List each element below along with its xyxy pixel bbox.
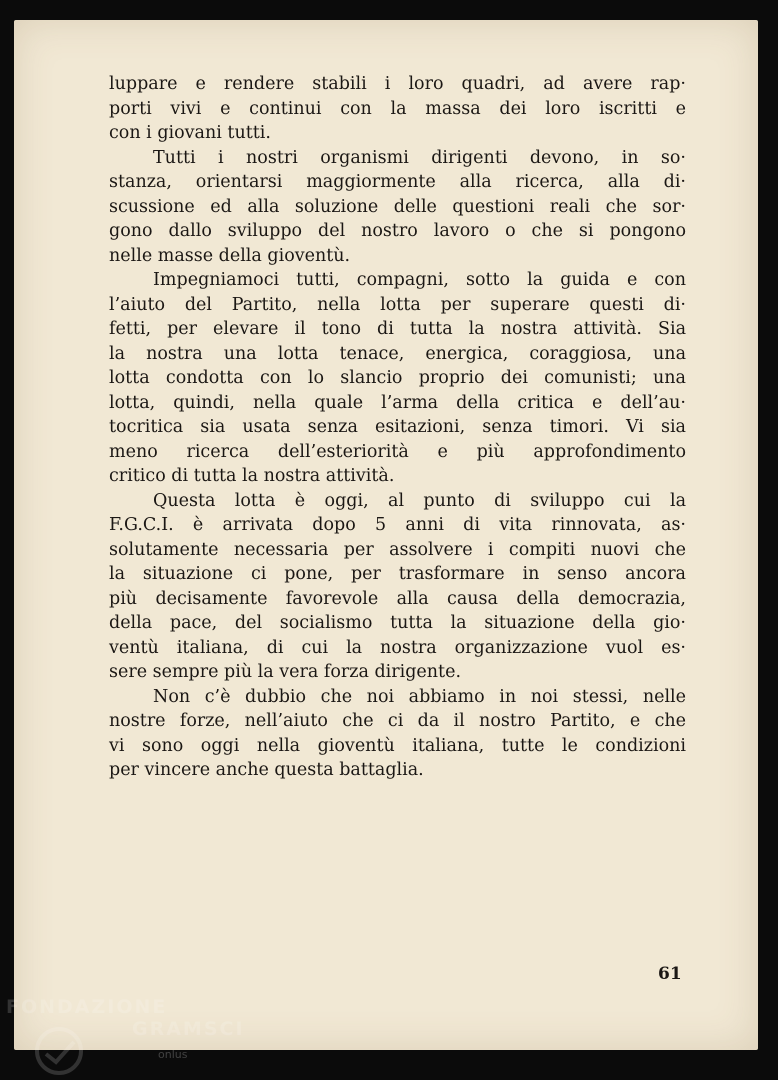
paragraph <box>109 72 686 146</box>
text-line: solutamente necessaria per assolvere i compiti nuovi che <box>109 539 686 560</box>
text-line: stanza, orientarsi maggiormente alla ricerca, alla di· <box>109 172 686 192</box>
text-line: ventù italiana, di cui la nostra organizzazione vuol es· <box>109 637 686 658</box>
text-line: per vincere anche questa battaglia. <box>109 760 424 780</box>
text-line: la situazione ci pone, per trasformare in senso ancora <box>109 564 686 584</box>
text-line: lotta condotta con lo slancio proprio dei comunisti; una <box>109 368 686 388</box>
paragraph <box>109 268 686 489</box>
paragraph <box>109 685 686 783</box>
watermark-name: GRAMSCI <box>132 1018 245 1040</box>
text-line: scussione ed alla soluzione delle questioni reali che sor· <box>109 196 686 217</box>
paragraph <box>109 489 686 685</box>
text-line: Tutti i nostri organismi dirigenti devono, in so· <box>153 147 686 168</box>
watermark-title: FONDAZIONE <box>6 996 168 1018</box>
text-line: la nostra una lotta tenace, energica, coraggiosa, una <box>109 343 686 364</box>
text-line: nelle masse della gioventù. <box>109 245 351 266</box>
text-line: F.G.C.I. è arrivata dopo 5 anni di vita rinnovata, as· <box>109 515 686 535</box>
watermark-logo-icon <box>32 1024 86 1078</box>
paragraph <box>109 146 686 269</box>
text-line: sere sempre più la vera forza dirigente. <box>109 662 462 682</box>
text-line: critico di tutta la nostra attività. <box>109 466 395 486</box>
text-line: con i giovani tutti. <box>109 123 271 143</box>
text-line: nostre forze, nell’aiuto che ci da il nostro Partito, e che <box>109 711 686 731</box>
text-line: meno ricerca dell’esteriorità e più approfondimento <box>109 441 686 462</box>
body-text <box>109 72 686 783</box>
text-line: più decisamente favorevole alla causa della democrazia, <box>109 588 686 609</box>
archive-watermark <box>6 996 245 1080</box>
page-number: 61 <box>658 964 682 984</box>
watermark-suffix: onlus <box>158 1048 188 1061</box>
text-line: Impegniamoci tutti, compagni, sotto la guida e con <box>153 270 686 290</box>
book-page <box>14 20 758 1050</box>
text-line: tocritica sia usata senza esitazioni, senza timori. Vi sia <box>109 417 686 437</box>
text-line: lotta, quindi, nella quale l’arma della critica e dell’au· <box>109 392 686 413</box>
text-line: luppare e rendere stabili i loro quadri, ad avere rap· <box>109 74 686 94</box>
text-line: vi sono oggi nella gioventù italiana, tutte le condizioni <box>109 735 686 756</box>
text-line: porti vivi e continui con la massa dei loro iscritti e <box>109 98 686 119</box>
text-line: l’aiuto del Partito, nella lotta per superare questi di· <box>109 294 686 315</box>
text-line: Questa lotta è oggi, al punto di sviluppo cui la <box>153 490 686 511</box>
text-line: gono dallo sviluppo del nostro lavoro o che si pongono <box>109 221 686 241</box>
text-line: fetti, per elevare il tono di tutta la nostra attività. Sia <box>109 319 686 339</box>
text-line: della pace, del socialismo tutta la situazione della gio· <box>109 613 686 633</box>
text-line: Non c’è dubbio che noi abbiamo in noi stessi, nelle <box>153 686 686 707</box>
